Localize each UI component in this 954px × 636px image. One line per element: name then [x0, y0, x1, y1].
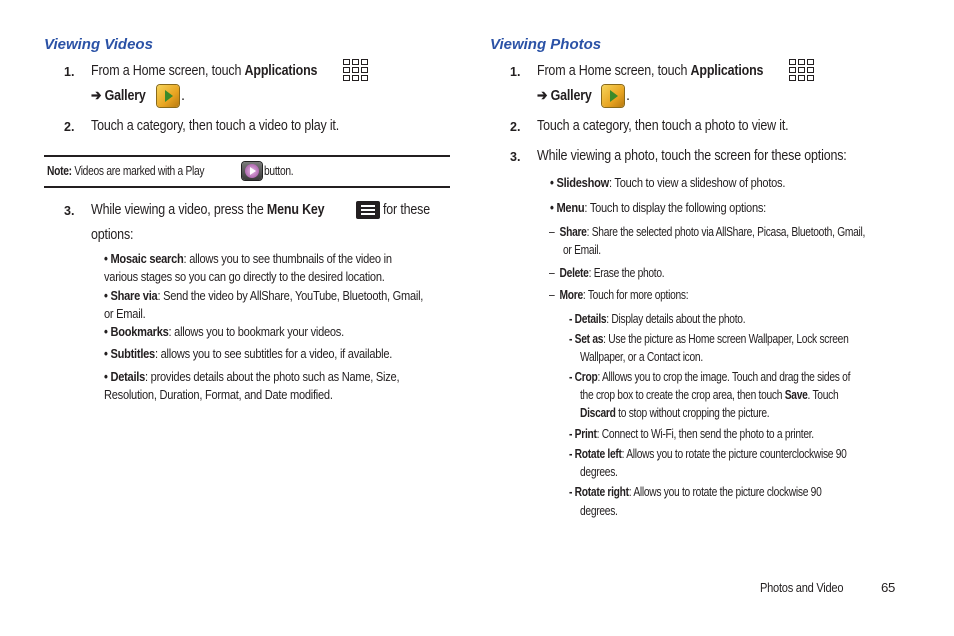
note-top-rule: [44, 155, 450, 157]
note-text: Note: Videos are marked with a Play: [47, 164, 205, 178]
bullet-menu: • Menu: Touch to display the following options:: [550, 200, 766, 215]
note-text-end: button.: [264, 164, 294, 178]
left-step3-line2: options:: [91, 227, 134, 243]
right-step1-text: From a Home screen, touch Applications: [537, 63, 764, 79]
right-step1-gallery: ➔ Gallery: [537, 88, 592, 104]
bullet-mosaic-search-line2: various stages so you can go directly to the desired location.: [104, 269, 385, 284]
menu-key-icon: [356, 201, 380, 219]
more-details: - Details: Display details about the photo.: [569, 312, 746, 326]
left-step1-period: .: [181, 88, 185, 104]
bullet-subtitles: • Subtitles: allows you to see subtitles for a video, if available.: [104, 346, 393, 361]
more-set-as-line2: Wallpaper, or a Contact icon.: [580, 350, 703, 364]
gallery-icon: [157, 85, 179, 107]
more-crop-line3: Discard to stop without cropping the picture.: [580, 406, 770, 420]
page-number: 65: [881, 580, 896, 595]
right-step3-text: While viewing a photo, touch the screen for these options:: [537, 148, 847, 164]
right-step1-number: 1.: [510, 65, 521, 79]
left-step3-text: While viewing a video, press the Menu Key: [91, 202, 325, 218]
right-step2-number: 2.: [510, 120, 521, 134]
bullet-details-line2: Resolution, Duration, Format, and Date modified.: [104, 387, 333, 402]
more-print: - Print: Connect to Wi-Fi, then send the photo to a printer.: [569, 427, 814, 441]
right-heading: Viewing Photos: [490, 36, 602, 53]
left-step1-number: 1.: [64, 65, 75, 79]
right-step1-period: .: [626, 88, 630, 104]
left-step1-gallery: ➔ Gallery: [91, 88, 146, 104]
right-step2-text: Touch a category, then touch a photo to view it.: [537, 118, 789, 134]
applications-grid-icon: [789, 59, 816, 83]
bullet-mosaic-search: • Mosaic search: allows you to see thumbnails of the video in: [104, 251, 392, 266]
more-rotate-right-line2: degrees.: [580, 504, 618, 518]
left-step1-text: From a Home screen, touch Applications: [91, 63, 318, 79]
applications-grid-icon: [343, 59, 370, 83]
more-crop-line2: the crop box to create the crop area, then touch Save. Touch: [580, 388, 839, 402]
left-step3-number: 3.: [64, 204, 75, 218]
left-step2-number: 2.: [64, 120, 75, 134]
left-step2-text: Touch a category, then touch a video to play it.: [91, 118, 340, 134]
play-icon: [242, 162, 262, 180]
left-step3-text-end: for these: [383, 202, 430, 218]
more-rotate-left-line2: degrees.: [580, 465, 618, 479]
more-set-as: - Set as: Use the picture as Home screen Wallpaper, Lock screen: [569, 332, 849, 346]
sub-more: – More: Touch for more options:: [549, 288, 689, 302]
more-rotate-left: - Rotate left: Allows you to rotate the picture counterclockwise 90: [569, 447, 847, 461]
left-heading: Viewing Videos: [44, 36, 153, 53]
bullet-share-via-line2: or Email.: [104, 306, 146, 321]
sub-delete: – Delete: Erase the photo.: [549, 266, 665, 280]
bullet-slideshow: • Slideshow: Touch to view a slideshow of photos.: [550, 175, 786, 190]
right-step3-number: 3.: [510, 150, 521, 164]
sub-share-line2: or Email.: [563, 243, 601, 257]
bullet-bookmarks: • Bookmarks: allows you to bookmark your videos.: [104, 324, 344, 339]
more-rotate-right: - Rotate right: Allows you to rotate the picture clockwise 90: [569, 485, 822, 499]
gallery-icon: [602, 85, 624, 107]
bullet-share-via: • Share via: Send the video by AllShare, YouTube, Bluetooth, Gmail,: [104, 288, 424, 303]
sub-share: – Share: Share the selected photo via AllShare, Picasa, Bluetooth, Gmail,: [549, 225, 866, 239]
more-crop: - Crop: Alllows you to crop the image. Touch and drag the sides of: [569, 370, 851, 384]
footer-section-title: Photos and Video: [760, 580, 844, 595]
note-bottom-rule: [44, 186, 450, 188]
bullet-details: • Details: provides details about the photo such as Name, Size,: [104, 369, 400, 384]
